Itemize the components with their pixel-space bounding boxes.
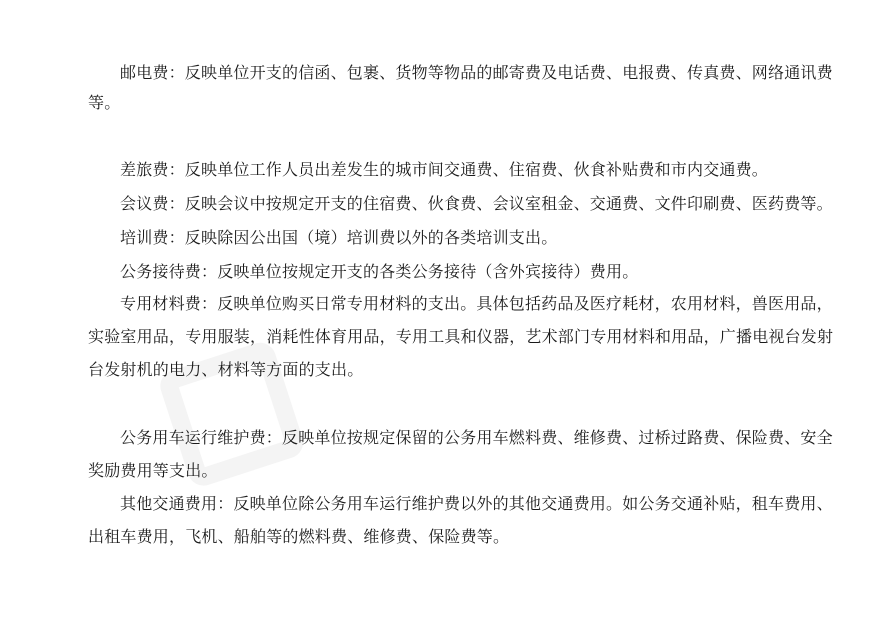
paragraph-special-materials-fee: 专用材料费：反映单位购买日常专用材料的支出。具体包括药品及医疗耗材，农用材料，兽医用品，实验室用品，专用服装，消耗性体育用品，专用工具和仪器，艺术部门专用材料和用品，广播电视台发射台发射机的电力、材料等方面的支出。: [88, 294, 834, 379]
paragraph-postal-fee: 邮电费：反映单位开支的信函、包裹、货物等物品的邮寄费及电话费、电报费、传真费、网络通讯费等。: [88, 63, 833, 112]
paragraph-other-transport-fee: 其他交通费用：反映单位除公务用车运行维护费以外的其他交通费用。如公务交通补贴，租车费用、出租车费用，飞机、船舶等的燃料费、维修费、保险费等。: [88, 494, 833, 546]
paragraph-meeting-fee: 会议费：反映会议中按规定开支的住宿费、伙食费、会议室租金、交通费、文件印刷费、医药费等。: [120, 194, 833, 213]
paragraph-reception-fee: 公务接待费：反映单位按规定开支的各类公务接待（含外宾接待）费用。: [120, 262, 639, 281]
paragraph-training-fee: 培训费：反映除因公出国（境）培训费以外的各类培训支出。: [120, 228, 558, 247]
paragraph-vehicle-maintenance-fee: 公务用车运行维护费：反映单位按规定保留的公务用车燃料费、维修费、过桥过路费、保险费、安全奖励费用等支出。: [88, 428, 833, 480]
paragraph-travel-fee: 差旅费：反映单位工作人员出差发生的城市间交通费、住宿费、伙食补贴费和市内交通费。: [120, 160, 769, 179]
